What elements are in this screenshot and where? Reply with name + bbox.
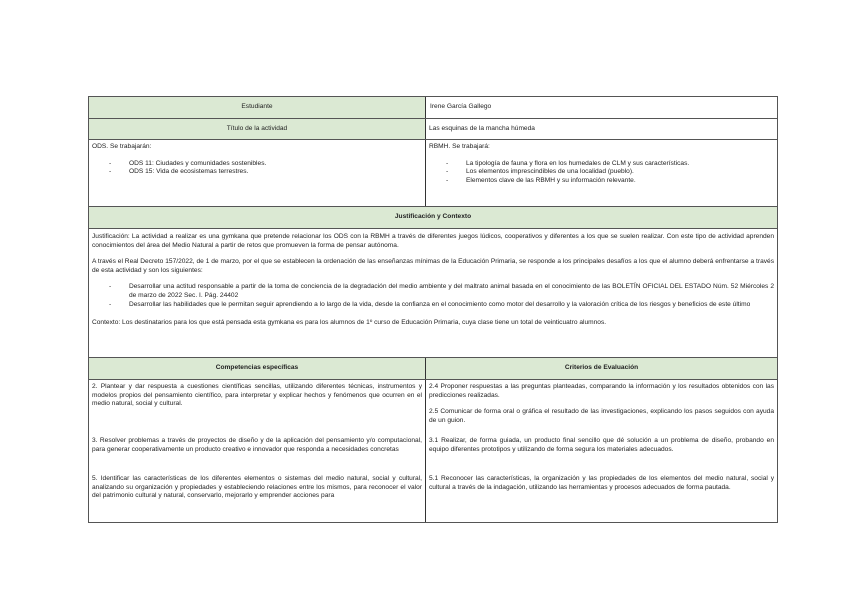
justificacion-heading: Justificación y Contexto (89, 207, 777, 229)
justificacion-body (89, 229, 777, 357)
rbmh-intro: RBMH. Se trabajará: (429, 143, 490, 150)
ods-item: - ODS 15: Vida de ecosistemas terrestres. (92, 168, 422, 177)
competencias-heading-row (89, 358, 777, 380)
title-row (89, 119, 777, 140)
objectives-row (89, 140, 777, 207)
criterios-heading: Criterios de Evaluación (426, 358, 777, 379)
rbmh-list (429, 160, 774, 186)
competencia-cell: 2. Plantear y dar respuesta a cuestiones científicas sencillas, utilizando diferentes técnicas, instrumentos y modelos propios del pensamiento científico, para interpretar y explicar hechos y fenómenos que ocurren en el medio natural, social y cultural. (89, 380, 426, 434)
competencia-row (89, 434, 777, 472)
competencias-heading: Competencias específicas (89, 358, 426, 379)
title-value: Las esquinas de la mancha húmeda (429, 124, 535, 132)
ods-cell (89, 140, 426, 206)
criterio-cell (426, 380, 777, 434)
competencia-row (89, 472, 777, 522)
criterio-cell: 5.1 Reconocer las características, la organización y las propiedades de los elementos del medio natural, social y cultural a través de la indagación, utilizando las herramientas y procesos adecuados de forma pautada. (429, 475, 774, 491)
desafio-item: - Desarrollar las habilidades que le permitan seguir aprendiendo a lo largo de la vida, desde la confianza en el conocimiento como motor del desarrollo y la valoración crítica de los riesgos y beneficios de este último (92, 301, 774, 310)
justificacion-paragraph: Justificación: La actividad a realizar es una gymkana que pretende relacionar los ODS con la RBMH a través de diferentes juegos lúdicos, cooperativos y diferentes a los que se suelen realizar. Con este tipo de actividad aprenden conocimientos del área del Medio Natural a partir de retos que promueven la forma de pensar autónoma. (92, 233, 774, 249)
competencia-row (89, 380, 777, 434)
student-value: Irene García Gallego (430, 103, 492, 111)
competencia-cell: 3. Resolver problemas a través de proyectos de diseño y de la aplicación del pensamiento y/o computacional, para generar cooperativamente un producto creativo e innovador que responda a necesidades concretas (89, 434, 426, 472)
desafio-item: - Desarrollar una actitud responsable a partir de la toma de conciencia de la degradación del medio ambiente y del maltrato animal basada en el conocimiento de las BOLETÍN OFICIAL DEL ESTADO Núm. 52 Miércoles 2 de marzo de 2022 Sec. I. Pág. 24402 (92, 283, 774, 300)
criterio-cell: 3.1 Realizar, de forma guiada, un producto final sencillo que dé solución a un problema de diseño, probando en equipo diferentes prototipos y utilizando de forma segura los materiales adecuados. (429, 437, 774, 453)
title-label: Título de la actividad (89, 119, 426, 139)
criterio-item: 2.4 Proponer respuestas a las preguntas planteadas, comparando la información y los resultados obtenidos con las predicciones realizadas. (429, 383, 774, 399)
student-row (89, 97, 777, 119)
justificacion-row (89, 229, 777, 358)
decreto-paragraph: A través el Real Decreto 157/2022, de 1 de marzo, por el que se establecen la ordenación de las enseñanzas mínimas de la Educación Primaria, se responde a los principales desafíos a los que el alumno deberá enfrentarse a través de esta actividad y son los siguientes: (92, 258, 774, 274)
student-label: Estudiante (89, 97, 426, 118)
rbmh-item: - Los elementos imprescindibles de una localidad (pueblo). (429, 168, 774, 177)
ods-intro: ODS. Se trabajarán: (92, 143, 152, 150)
rbmh-item: - Elementos clave de las RBMH y su información relevante. (429, 177, 774, 186)
ods-list (92, 160, 422, 177)
ods-item: - ODS 11: Ciudades y comunidades sostenibles. (92, 160, 422, 169)
activity-table (88, 96, 778, 523)
contexto-paragraph: Contexto: Los destinatarios para los que está pensada esta gymkana es para los alumnos de 1º curso de Educación Primaria, cuya clase tiene un total de veinticuatro alumnos. (92, 319, 607, 327)
rbmh-cell (426, 140, 777, 206)
rbmh-item: - La tipología de fauna y flora en los humedales de CLM y sus características. (429, 160, 774, 169)
criterio-item: 2.5 Comunicar de forma oral o gráfica el resultado de las investigaciones, explicando los pasos seguidos con ayuda de un guion. (429, 408, 774, 424)
desafios-list (92, 283, 774, 309)
competencia-cell: 5. Identificar las características de los diferentes elementos o sistemas del medio natural, social y cultural, analizando su organización y propiedades y estableciendo relaciones entre los mismos, para reconocer el valor del patrimonio cultural y natural, conservarlo, mejorarlo y emprender acciones para (89, 472, 426, 522)
